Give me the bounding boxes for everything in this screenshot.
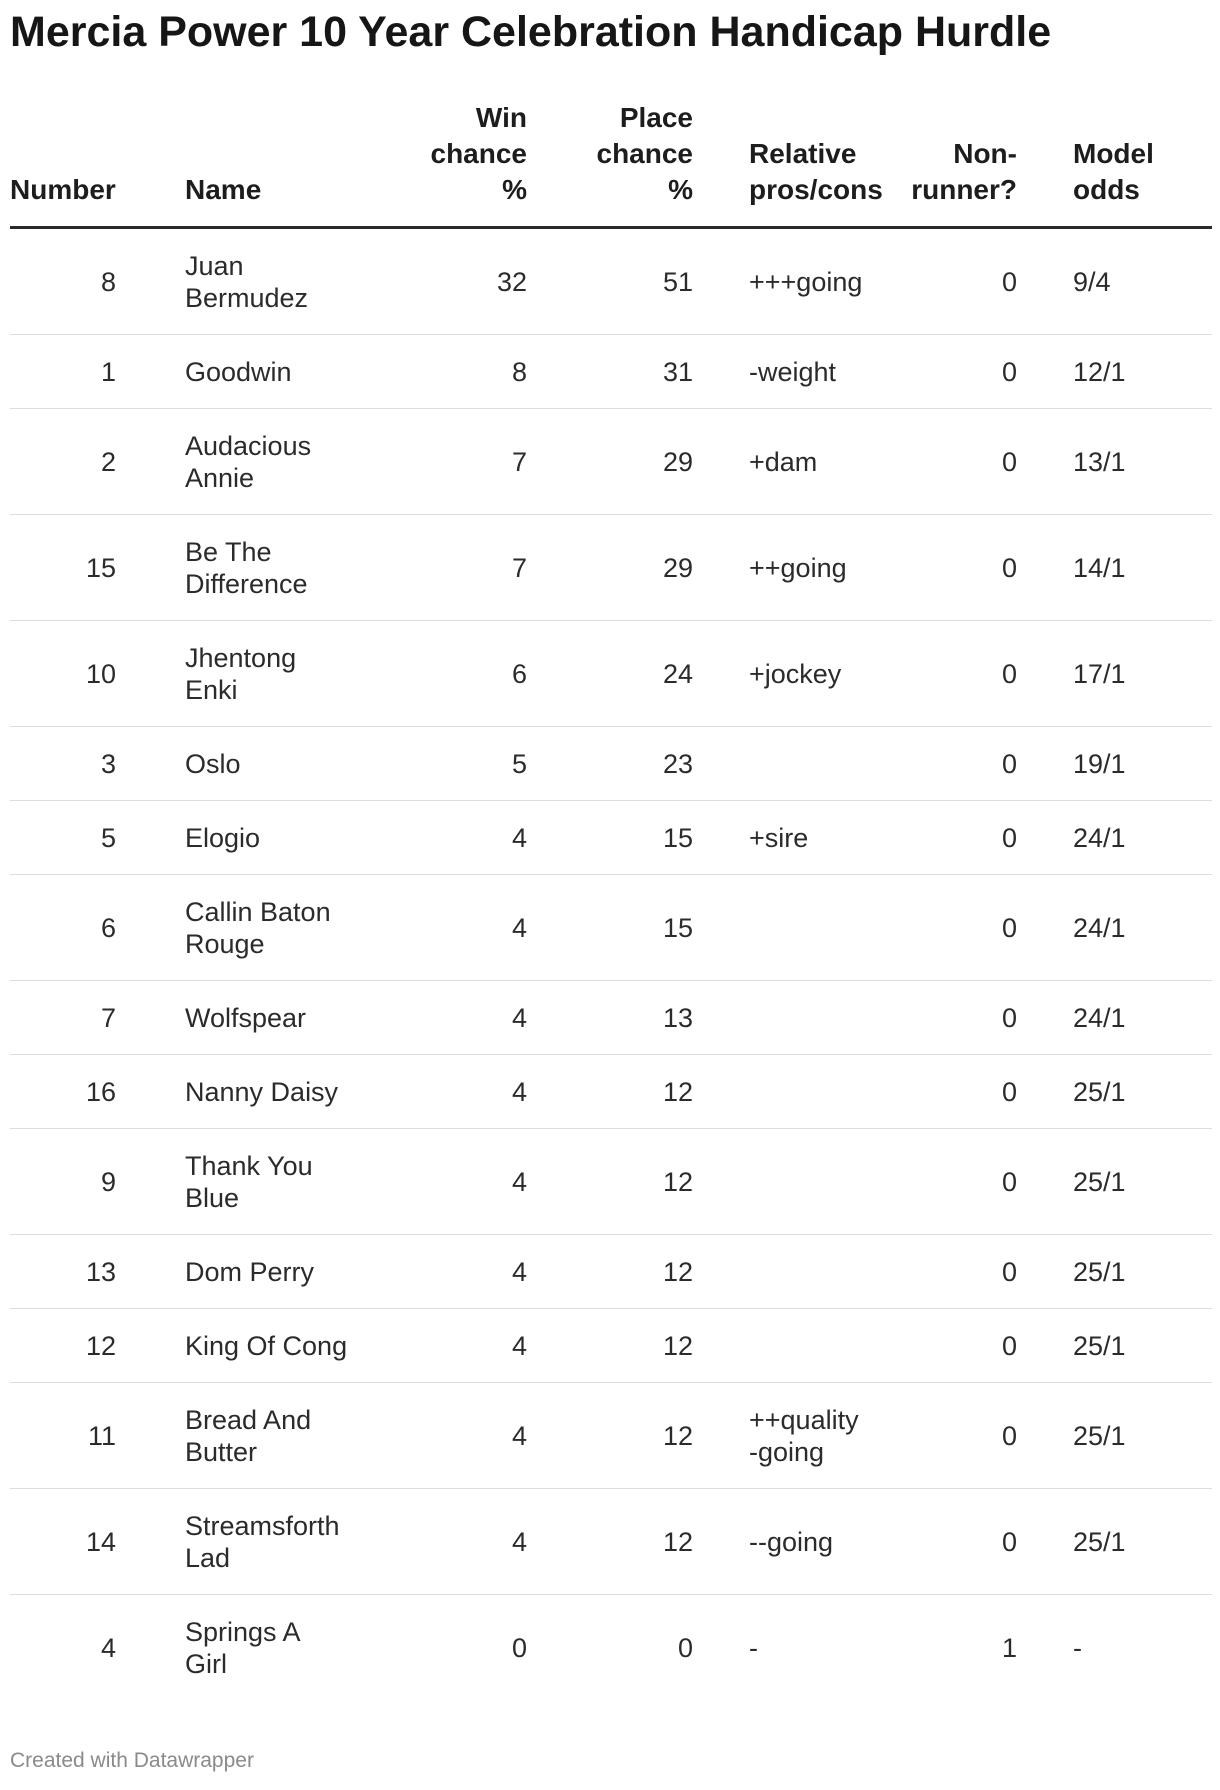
cell-place-chance: 12 (527, 1055, 693, 1129)
cell-line: Blue (185, 1182, 240, 1213)
cell-win-chance: 0 (511, 1632, 527, 1663)
cell-non-runner: 0 (893, 1309, 1017, 1383)
cell-line: +dam (749, 446, 818, 477)
cell-win-chance: 4 (375, 1489, 527, 1595)
cell-place-chance: 12 (527, 1129, 693, 1235)
header-number (10, 100, 120, 228)
table-row (10, 515, 1212, 621)
table-row (10, 981, 1212, 1055)
cell-non-runner: 0 (893, 1383, 1017, 1489)
cell-pros-cons (693, 981, 893, 1055)
cell-number: 10 (10, 621, 120, 727)
cell-model-odds: 9/4 (1017, 228, 1212, 335)
header-non-runner (893, 100, 1017, 228)
cell-line: Audacious (185, 430, 312, 461)
cell-number: 4 (100, 1632, 116, 1663)
cell-win-chance: 4 (375, 1309, 527, 1383)
cell-pros-cons (693, 515, 893, 621)
table-row (10, 801, 1212, 875)
cell-name (185, 1489, 375, 1595)
cell-non-runner: 0 (893, 515, 1017, 621)
cell-model-odds: 25/1 (1017, 1383, 1212, 1489)
cell-line: -going (749, 1436, 825, 1467)
cell-name (185, 981, 375, 1055)
cell-line: Enki (185, 674, 238, 705)
cell-model-odds: 25/1 (1017, 1309, 1212, 1383)
header-line: Relative (749, 138, 857, 169)
cell-spacer (120, 1595, 185, 1701)
cell-name (185, 1129, 375, 1235)
cell-line: Dom Perry (185, 1256, 315, 1287)
table-row (10, 1489, 1212, 1595)
cell-place-chance: 12 (527, 1309, 693, 1383)
cell-place-chance: 24 (527, 621, 693, 727)
cell-spacer (120, 621, 185, 727)
header-line: Model (1073, 138, 1154, 169)
cell-spacer (120, 801, 185, 875)
cell-place-chance: 15 (527, 875, 693, 981)
cell-name (185, 1235, 375, 1309)
cell-number: 1 (10, 335, 120, 409)
cell-name (185, 409, 375, 515)
header-line: % (502, 174, 527, 205)
cell-model-odds: 25/1 (1017, 1235, 1212, 1309)
cell-name (185, 801, 375, 875)
cell-number: 15 (10, 515, 120, 621)
cell-line: Streamsforth (185, 1510, 340, 1541)
cell-non-runner: 0 (893, 409, 1017, 515)
header-line: odds (1073, 174, 1140, 205)
cell-number: 11 (10, 1383, 120, 1489)
table-row (10, 875, 1212, 981)
cell-non-runner: 0 (893, 228, 1017, 335)
cell-win-chance: 6 (375, 621, 527, 727)
cell-line: - (749, 1632, 758, 1663)
table-row (10, 1129, 1212, 1235)
cell-win-chance: 32 (375, 228, 527, 335)
cell-name (185, 335, 375, 409)
cell-spacer (120, 1235, 185, 1309)
cell-line: Annie (185, 462, 255, 493)
cell-model-odds: 17/1 (1017, 621, 1212, 727)
table-row (10, 1235, 1212, 1309)
cell-win-chance: 8 (375, 335, 527, 409)
cell-spacer (120, 1129, 185, 1235)
cell-non-runner: 0 (893, 1235, 1017, 1309)
cell-model-odds: 25/1 (1017, 1489, 1212, 1595)
table-row (10, 1055, 1212, 1129)
cell-line: Lad (185, 1542, 231, 1573)
cell-line: Goodwin (185, 356, 292, 387)
cell-non-runner: 0 (893, 621, 1017, 727)
cell-line: Callin Baton (185, 896, 331, 927)
cell-line: King Of Cong (185, 1330, 348, 1361)
cell-place-chance: 12 (527, 1383, 693, 1489)
cell-name (185, 1595, 375, 1701)
cell-line: Girl (185, 1648, 227, 1679)
table-row (10, 1309, 1212, 1383)
cell-pros-cons (693, 1235, 893, 1309)
cell-name (185, 515, 375, 621)
cell-non-runner: 0 (893, 801, 1017, 875)
cell-non-runner: 0 (893, 727, 1017, 801)
cell-line: -weight (749, 356, 837, 387)
cell-place-chance: 12 (527, 1235, 693, 1309)
cell-spacer (120, 727, 185, 801)
cell-model-odds: 25/1 (1017, 1055, 1212, 1129)
cell-pros-cons (693, 1383, 893, 1489)
cell-line: +jockey (749, 658, 842, 689)
cell-line: +++going (749, 266, 863, 297)
footer-credit: Created with Datawrapper (10, 1749, 254, 1772)
cell-line: Be The (185, 536, 272, 567)
cell-spacer (120, 1489, 185, 1595)
cell-line: Thank You (185, 1150, 313, 1181)
cell-pros-cons (693, 409, 893, 515)
cell-number: 6 (10, 875, 120, 981)
cell-number: 12 (10, 1309, 120, 1383)
cell-number: 5 (10, 801, 120, 875)
header-line: Number (10, 174, 116, 205)
cell-pros-cons (693, 335, 893, 409)
cell-line: Bermudez (185, 282, 309, 313)
cell-win-chance: 4 (375, 981, 527, 1055)
cell-line: Elogio (185, 822, 261, 853)
cell-place-chance: 12 (527, 1489, 693, 1595)
cell-pros-cons (693, 875, 893, 981)
cell-win-chance: 4 (375, 1235, 527, 1309)
cell-place-chance: 29 (527, 409, 693, 515)
cell-win-chance: 4 (375, 1383, 527, 1489)
cell-spacer (120, 1383, 185, 1489)
cell-win-chance: 4 (375, 1055, 527, 1129)
cell-pros-cons (693, 621, 893, 727)
chart-title: Mercia Power 10 Year Celebration Handicap Hurdle (10, 8, 1052, 56)
cell-name (185, 875, 375, 981)
table-row (10, 1595, 1212, 1701)
cell-number: 3 (10, 727, 120, 801)
cell-place-chance: 23 (527, 727, 693, 801)
cell-pros-cons (693, 801, 893, 875)
cell-name (185, 621, 375, 727)
cell-line: Rouge (185, 928, 265, 959)
cell-pros-cons (693, 1129, 893, 1235)
cell-win-chance: 4 (375, 875, 527, 981)
header-win-chance (375, 100, 527, 228)
table-row (10, 228, 1212, 335)
cell-model-odds: 19/1 (1017, 727, 1212, 801)
cell-number: 14 (10, 1489, 120, 1595)
header-line: Win (475, 102, 527, 133)
cell-place-chance: 15 (527, 801, 693, 875)
table-row (10, 335, 1212, 409)
cell-non-runner: 0 (893, 1055, 1017, 1129)
header-line: Name (185, 174, 262, 205)
cell-spacer (120, 515, 185, 621)
cell-line: Springs A (185, 1616, 301, 1647)
header-pros-cons (693, 100, 893, 228)
cell-non-runner: 0 (893, 1489, 1017, 1595)
header-line: % (668, 174, 693, 205)
cell-place-chance: 29 (527, 515, 693, 621)
cell-non-runner: 1 (1001, 1632, 1017, 1663)
cell-pros-cons (693, 228, 893, 335)
cell-model-odds: 24/1 (1017, 875, 1212, 981)
table-row (10, 1383, 1212, 1489)
cell-pros-cons (693, 727, 893, 801)
header-row (10, 100, 1212, 228)
cell-number: 7 (10, 981, 120, 1055)
cell-place-chance: 31 (527, 335, 693, 409)
cell-place-chance: 13 (527, 981, 693, 1055)
cell-line: +sire (749, 822, 809, 853)
cell-model-odds: 25/1 (1017, 1129, 1212, 1235)
cell-number: 16 (10, 1055, 120, 1129)
cell-win-chance: 4 (375, 801, 527, 875)
cell-model-odds: - (1073, 1632, 1082, 1663)
cell-number: 2 (10, 409, 120, 515)
cell-model-odds: 14/1 (1017, 515, 1212, 621)
cell-non-runner: 0 (893, 1129, 1017, 1235)
cell-spacer (120, 1055, 185, 1129)
cell-pros-cons (693, 1309, 893, 1383)
cell-spacer (120, 335, 185, 409)
cell-pros-cons (693, 1595, 893, 1701)
header-line: chance (596, 138, 693, 169)
header-name (185, 100, 375, 228)
cell-number: 8 (10, 228, 120, 335)
header-model-odds (1017, 100, 1212, 228)
cell-model-odds: 13/1 (1017, 409, 1212, 515)
table-row (10, 727, 1212, 801)
cell-line: Juan (185, 250, 244, 281)
cell-pros-cons (693, 1055, 893, 1129)
cell-non-runner: 0 (893, 335, 1017, 409)
cell-spacer (120, 875, 185, 981)
cell-line: Jhentong (185, 642, 297, 673)
table-row (10, 621, 1212, 727)
cell-line: ++quality (749, 1404, 859, 1435)
cell-name (185, 1055, 375, 1129)
cell-spacer (120, 228, 185, 335)
cell-model-odds: 24/1 (1017, 801, 1212, 875)
cell-number: 13 (10, 1235, 120, 1309)
cell-line: Butter (185, 1436, 258, 1467)
cell-spacer (120, 1309, 185, 1383)
cell-name (185, 1383, 375, 1489)
header-line: Place (619, 102, 693, 133)
cell-line: --going (749, 1526, 834, 1557)
header-line: Non- (953, 138, 1017, 169)
table-body (10, 228, 1212, 1701)
cell-non-runner: 0 (893, 875, 1017, 981)
table-row (10, 409, 1212, 515)
header-spacer (120, 100, 185, 228)
cell-place-chance: 0 (677, 1632, 693, 1663)
cell-name (185, 1309, 375, 1383)
cell-non-runner: 0 (893, 981, 1017, 1055)
cell-line: Oslo (185, 748, 241, 779)
cell-spacer (120, 409, 185, 515)
cell-win-chance: 7 (375, 409, 527, 515)
cell-pros-cons (693, 1489, 893, 1595)
cell-model-odds: 24/1 (1017, 981, 1212, 1055)
cell-name (185, 228, 375, 335)
cell-line: Bread And (185, 1404, 312, 1435)
cell-win-chance: 7 (375, 515, 527, 621)
header-line: pros/cons (749, 174, 883, 205)
cell-place-chance: 51 (527, 228, 693, 335)
cell-win-chance: 4 (375, 1129, 527, 1235)
cell-win-chance: 5 (375, 727, 527, 801)
cell-spacer (120, 981, 185, 1055)
header-line: chance (430, 138, 527, 169)
cell-line: Difference (185, 568, 308, 599)
cell-number: 9 (10, 1129, 120, 1235)
header-line: runner? (911, 174, 1017, 205)
header-place-chance (527, 100, 693, 228)
cell-line: ++going (749, 552, 847, 583)
cell-model-odds: 12/1 (1017, 335, 1212, 409)
cell-line: Nanny Daisy (185, 1076, 339, 1107)
runners-table (10, 100, 1212, 1700)
cell-line: Wolfspear (185, 1002, 307, 1033)
cell-name (185, 727, 375, 801)
